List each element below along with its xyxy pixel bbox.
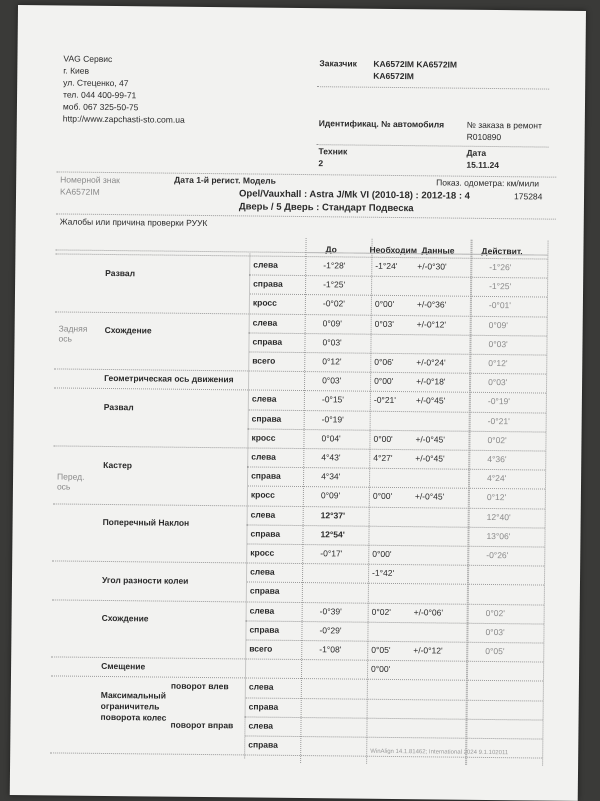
table-rule (542, 241, 548, 766)
table-rule (248, 428, 546, 432)
section-rear-axle: Задняя ось (58, 323, 88, 344)
value-actual: 0°03' (488, 377, 508, 388)
row-sub-label: кросс (251, 432, 276, 443)
value-tolerance: +/-0°45' (414, 491, 445, 502)
customer-label: Заказчик (319, 58, 357, 69)
value-before: 0°09' (320, 490, 341, 501)
complaints-label: Жалобы или причина проверки РУУК (59, 216, 208, 229)
table-rule (249, 332, 547, 336)
table-rule (54, 388, 546, 394)
value-before: 0°03' (322, 375, 342, 386)
odometer-value: 175284 (513, 191, 543, 202)
row-sub-label: кросс (250, 489, 275, 501)
row-sub-label: слева (251, 393, 277, 405)
value-actual: 0°12' (486, 492, 507, 503)
value-needed: 0°02' (371, 606, 391, 617)
row-group-label: Поперечный Наклон (102, 517, 190, 528)
row-sub2-label: поворот влев (170, 681, 229, 692)
table-rule (53, 503, 545, 509)
value-before: 4°34' (321, 471, 341, 482)
section-front-axle: Перед. ось (56, 471, 85, 492)
row-sub-label: справа (250, 528, 281, 539)
row-sub-label: справа (251, 470, 281, 481)
row-sub-label: справа (252, 336, 283, 347)
value-needed: 0°00' (372, 491, 393, 502)
row-group-label: Схождение (101, 613, 149, 624)
value-actual: 0°02' (485, 607, 505, 618)
value-before: 0°09' (322, 317, 342, 329)
table-rule (51, 676, 543, 682)
date-label: Дата (466, 147, 487, 158)
value-before: -1°08' (319, 644, 342, 655)
row-group-label: Максимальный ограничитель поворота колес (100, 689, 167, 723)
value-before: 0°03' (322, 337, 342, 348)
value-needed: -1°24' (375, 260, 398, 272)
value-actual: 4°24' (487, 473, 507, 484)
value-actual: 0°03' (485, 626, 505, 637)
value-actual: -0°21' (487, 415, 510, 426)
table-rule (247, 524, 545, 528)
row-sub-label: слева (250, 566, 275, 577)
row-sub-label: справа (253, 278, 283, 290)
row-sub-label: кросс (250, 547, 275, 558)
technician-label: Техник (318, 146, 348, 157)
value-needed: 0°06' (374, 356, 394, 367)
value-needed: -0°21' (373, 395, 396, 406)
table-rule (246, 620, 544, 624)
row-sub-label: справа (249, 585, 280, 597)
vehicle-id-label: Идентификац. № автомобиля (318, 118, 445, 130)
value-needed: 0°03' (374, 318, 394, 329)
technician-value: 2 (318, 158, 324, 169)
table-rule (248, 409, 546, 413)
company-city: г. Киев (63, 65, 90, 76)
value-actual: -0°01' (488, 300, 511, 311)
table-rule (244, 735, 542, 739)
order-value: R010890 (466, 131, 502, 143)
table-rule (245, 716, 543, 720)
row-group-label: Кастер (103, 459, 133, 470)
value-tolerance: +/-0°12' (413, 645, 443, 656)
row-sub-label: справа (249, 624, 280, 635)
value-before: -0°29' (319, 625, 342, 636)
row-sub-label: слева (248, 681, 274, 693)
alignment-table (10, 5, 586, 801)
first-reg-label: Дата 1-й регист. Модель (174, 174, 276, 186)
value-tolerance: +/-0°45' (415, 434, 445, 445)
row-sub-label: слева (252, 317, 278, 328)
row-group-label: Развал (103, 401, 134, 413)
row-sub-label: справа (251, 413, 282, 424)
table-rule (245, 639, 543, 643)
value-before: 0°04' (321, 433, 341, 444)
value-before: 0°12' (322, 356, 342, 367)
value-actual: -0°19' (487, 396, 510, 407)
value-actual: 13°06' (486, 530, 511, 542)
company-phone: тел. 044 400-99-71 (63, 89, 137, 101)
value-before: -1°25' (323, 279, 346, 290)
alignment-report-sheet (10, 5, 586, 801)
value-actual: 0°05' (485, 645, 505, 657)
row-group-label: Геометрическая ось движения (104, 373, 234, 385)
value-actual: 0°03' (488, 338, 508, 349)
value-tolerance: +/-0°24' (416, 357, 446, 368)
row-group-label: Смещение (101, 661, 146, 672)
table-rule (247, 467, 545, 471)
footer-software: WinAlign 14.1.81462; International 2024 9.1.102011 (370, 748, 509, 757)
customer-value-1: KA6572IM KA6572IM (373, 58, 458, 70)
row-sub-label: кросс (252, 297, 277, 309)
table-rule (53, 445, 545, 451)
value-before: -0°15' (321, 394, 344, 405)
value-before: -0°17' (320, 548, 343, 559)
col-header-data: Данные (421, 245, 455, 256)
value-actual: -1°25' (489, 281, 512, 292)
value-before: 12°37' (320, 509, 346, 521)
customer-value-2: KA6572IM (373, 70, 414, 82)
value-actual: 0°12' (488, 357, 508, 369)
value-needed: -1°42' (372, 567, 395, 579)
value-tolerance: +/-0°12' (416, 318, 447, 330)
table-rule (246, 543, 544, 547)
value-needed: 0°05' (371, 644, 391, 655)
value-before: -0°19' (321, 413, 344, 425)
row-sub-label: всего (249, 643, 273, 654)
row-sub-label: справа (248, 701, 279, 712)
value-needed: 4°27' (373, 452, 393, 463)
row-group-label: Угол разности колеи (101, 574, 189, 586)
row-sub-label: справа (248, 739, 278, 750)
value-before: 4°43' (321, 452, 341, 463)
col-header-needed: Необходим (369, 244, 418, 256)
col-header-actual: Действит. (481, 245, 523, 257)
table-rule (249, 294, 547, 298)
model-line-1: Opel/Vauxhall : Astra J/Mk VI (2010-18) : 2012-18 : 4 (238, 188, 471, 202)
value-tolerance: +/-0°30' (417, 261, 447, 272)
table-rule (245, 697, 543, 701)
col-header-before: До (325, 244, 337, 255)
table-rule (247, 486, 545, 490)
table-rule (366, 239, 372, 764)
row-sub-label: слева (250, 509, 276, 520)
row-sub2-label: поворот вправ (170, 719, 234, 731)
odometer-label: Показ. одометра: км/мили (436, 177, 540, 189)
row-sub-label: слева (251, 451, 276, 462)
value-before: -0°39' (319, 605, 342, 617)
value-before: 12°54' (320, 529, 345, 540)
plate-value: KA6572IM (60, 186, 100, 197)
table-rule (55, 311, 547, 317)
value-needed: 0°00' (371, 663, 391, 675)
table-rule (52, 599, 544, 605)
table-rule (300, 238, 306, 763)
value-actual: 4°36' (487, 453, 507, 465)
value-needed: 0°00' (374, 375, 394, 387)
value-needed: 0°00' (372, 548, 392, 559)
company-mobile: моб. 067 325-50-75 (62, 101, 139, 113)
row-sub-label: слева (248, 720, 274, 731)
company-name: VAG Сервис (63, 53, 113, 65)
table-rule (246, 582, 544, 586)
model-line-2: Дверь / 5 Дверь : Стандарт Подвеска (238, 201, 414, 215)
value-tolerance: +/-0°36' (416, 299, 447, 310)
order-label: № заказа в ремонт (466, 119, 542, 131)
row-group-label: Развал (105, 267, 136, 278)
value-actual: 12°40' (486, 511, 511, 522)
row-sub-label: всего (252, 355, 276, 366)
row-sub-label: слева (249, 605, 275, 616)
value-tolerance: +/-0°45' (415, 395, 446, 406)
table-rule (52, 561, 544, 567)
company-website: http://www.zapchasti-sto.com.ua (62, 113, 185, 125)
row-group-label: Схождение (104, 325, 152, 336)
value-before: -0°02' (322, 298, 346, 309)
value-needed: 0°00' (373, 433, 393, 444)
plate-label: Номерной знак (60, 174, 120, 186)
date-value: 15.11.24 (466, 159, 500, 171)
value-actual: 0°09' (488, 319, 508, 330)
value-tolerance: +/-0°45' (415, 453, 445, 464)
value-actual: -1°26' (489, 261, 512, 273)
value-actual: 0°02' (487, 434, 507, 445)
value-needed: 0°00' (374, 299, 395, 310)
row-sub-label: слева (253, 259, 278, 270)
value-actual: -0°26' (486, 549, 509, 561)
table-rule (249, 275, 547, 279)
value-tolerance: +/-0°18' (416, 376, 446, 387)
table-rule (248, 351, 546, 355)
value-before: -1°28' (323, 260, 346, 271)
company-street: ул. Стеценко, 47 (63, 77, 129, 89)
value-tolerance: +/-0°06' (413, 606, 444, 618)
